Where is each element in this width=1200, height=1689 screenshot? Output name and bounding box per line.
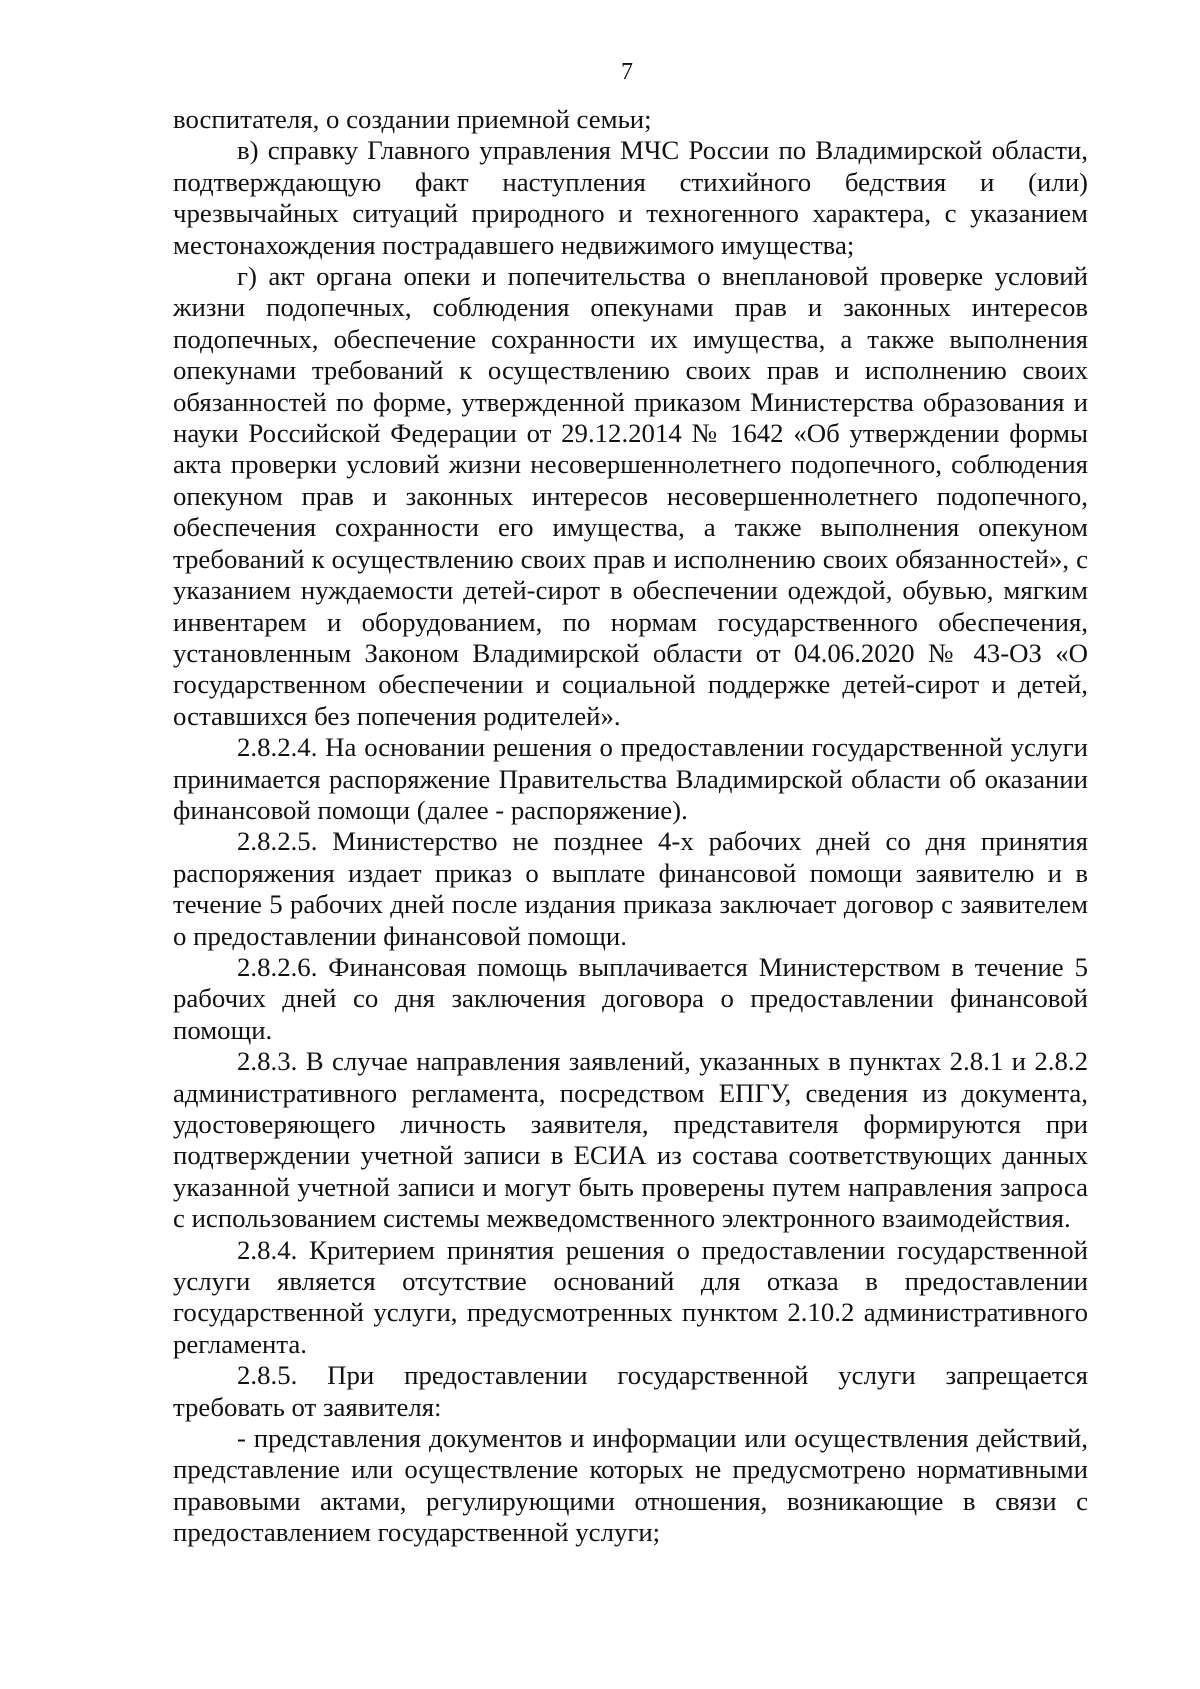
paragraph-2-8-3: 2.8.3. В случае направления заявлений, указанных в пунктах 2.8.1 и 2.8.2 административного регламента, посредством ЕПГУ, сведения из документа, удостоверяющего личность заявителя, представителя формируются при подтверждении учетной записи в ЕСИА из состава соответствующих данных указанной учетной записи и могут быть проверены путем направления запроса с использованием системы межведомственного электронного взаимодействия.	[173, 1046, 1088, 1234]
paragraph-2-8-2-5: 2.8.2.5. Министерство не позднее 4-х рабочих дней со дня принятия распоряжения издает приказ о выплате финансовой помощи заявителю и в течение 5 рабочих дней после издания приказа заключает договор с заявителем о предоставлении финансовой помощи.	[173, 826, 1088, 951]
page-number: 7	[621, 59, 633, 85]
paragraph-2-8-2-4: 2.8.2.4. На основании решения о предоставлении государственной услуги принимается распоряжение Правительства Владимирской области об оказании финансовой помощи (далее - распоряжение).	[173, 732, 1088, 825]
paragraph-dash-item: - представления документов и информации или осуществления действий, представление или осуществление которых не предусмотрено нормативными правовыми актами, регулирующими отношения, возникающие в связи с предоставлением государственной услуги;	[173, 1423, 1088, 1548]
paragraph-continuation: воспитателя, о создании приемной семьи;	[173, 104, 652, 134]
paragraph-2-8-2-6: 2.8.2.6. Финансовая помощь выплачивается Министерством в течение 5 рабочих дней со дня заключения договора о предоставлении финансовой помощи.	[173, 951, 1088, 1045]
paragraph-item-v: в) справку Главного управления МЧС России по Владимирской области, подтверждающую факт наступления стихийного бедствия и (или) чрезвычайных ситуаций природного и техногенного характера, с указанием местонахождения пострадавшего недвижимого имущества;	[173, 135, 1088, 260]
paragraph-2-8-4: 2.8.4. Критерием принятия решения о предоставлении государственной услуги является отсутствие оснований для отказа в предоставлении государственной услуги, предусмотренных пунктом 2.10.2 административного регламента.	[173, 1234, 1088, 1359]
document-body	[173, 104, 1088, 1549]
paragraph-item-g: г) акт органа опеки и попечительства о внеплановой проверке условий жизни подопечных, соблюдения опекунами прав и законных интересов подопечных, обеспечение сохранности их имущества, а также выполнения опекунами требований к осуществлению своих прав и исполнению своих обязанностей по форме, утвержденной приказом Министерства образования и науки Российской Федерации от 29.12.2014 № 1642 «Об утверждении формы акта проверки условий жизни несовершеннолетнего подопечного, соблюдения опекуном прав и законных интересов несовершеннолетнего подопечного, обеспечения сохранности его имущества, а также выполнения опекуном требований к осуществлению своих прав и исполнению своих обязанностей», с указанием нуждаемости детей-сирот в обеспечении одеждой, обувью, мягким инвентарем и оборудованием, по нормам государственного обеспечения, установленным Законом Владимирской области от 04.06.2020 № 43-ОЗ «О государственном обеспечении и социальной поддержке детей-сирот и детей, оставшихся без попечения родителей».	[173, 261, 1088, 731]
paragraph-2-8-5: 2.8.5. При предоставлении государственной услуги запрещается требовать от заявителя:	[173, 1360, 1088, 1422]
